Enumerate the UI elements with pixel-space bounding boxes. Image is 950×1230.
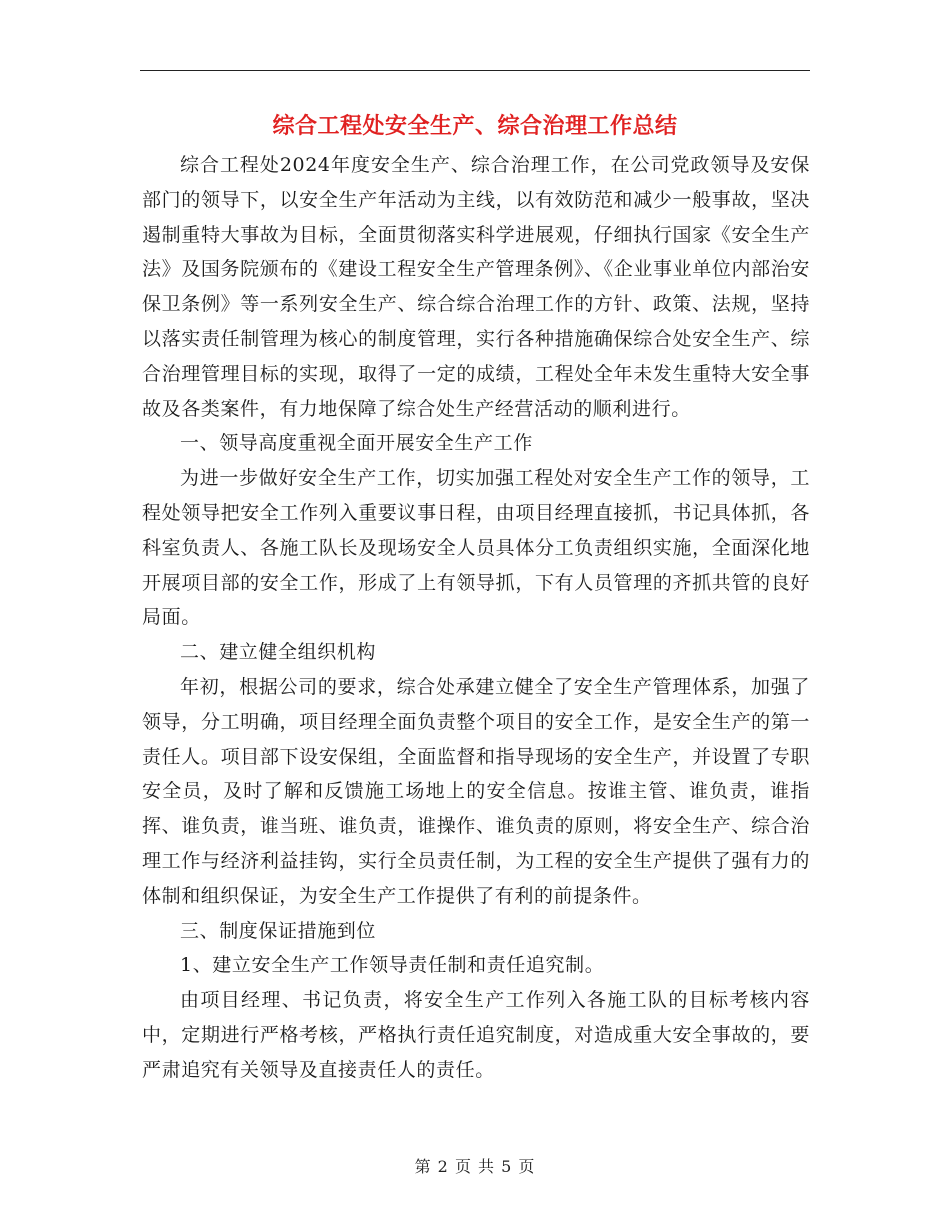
document-body (142, 148, 810, 1088)
section-heading-3: 三、制度保证措施到位 (180, 919, 377, 942)
page-footer (0, 1154, 950, 1177)
page-number-label: 第 2 页 共 5 页 (414, 1157, 536, 1176)
section-heading-2: 二、建立健全组织机构 (180, 641, 377, 664)
document-title: 综合工程处安全生产、综合治理工作总结 (272, 113, 678, 139)
section-1-paragraph: 为进一步做好安全生产工作，切实加强工程处对安全生产工作的领导，工程处领导把安全工作列入重要议事日程，由项目经理直接抓，书记具体抓，各科室负责人、各施工队长及现场安全人员具体分工负责组织实施，全面深化地开展项目部的安全工作，形成了上有领导抓，下有人员管理的齐抓共管的良好局面。 (142, 467, 810, 629)
header-rule (140, 70, 810, 71)
subsection-heading-3-1: 1、建立安全生产工作领导责任制和责任追究制。 (180, 954, 605, 977)
section-heading-1: 一、领导高度重视全面开展安全生产工作 (180, 432, 533, 455)
section-2-paragraph: 年初，根据公司的要求，综合处承建立健全了安全生产管理体系，加强了领导，分工明确，项目经理全面负责整个项目的安全工作，是安全生产的第一责任人。项目部下设安保组，全面监督和指导现场的安全生产，并设置了专职安全员，及时了解和反馈施工场地上的安全信息。按谁主管、谁负责，谁指挥、谁负责，谁当班、谁负责，谁操作、谁负责的原则，将安全生产、综合治理工作与经济利益挂钩，实行全员责任制，为工程的安全生产提供了强有力的体制和组织保证，为安全生产工作提供了有利的前提条件。 (142, 675, 810, 907)
subsection-3-1-paragraph: 由项目经理、书记负责，将安全生产工作列入各施工队的目标考核内容中，定期进行严格考核，严格执行责任追究制度，对造成重大安全事故的，要严肃追究有关领导及直接责任人的责任。 (142, 989, 810, 1081)
intro-paragraph: 综合工程处2024年度安全生产、综合治理工作，在公司党政领导及安保部门的领导下，以安全生产年活动为主线，以有效防范和减少一般事故，坚决遏制重特大事故为目标，全面贯彻落实科学进展观，仔细执行国家《安全生产法》及国务院颁布的《建设工程安全生产管理条例》、《企业事业单位内部治安保卫条例》等一系列安全生产、综合综合治理工作的方针、政策、法规，坚持以落实责任制管理为核心的制度管理，实行各种措施确保综合处安全生产、综合治理管理目标的实现，取得了一定的成绩，工程处全年未发生重特大安全事故及各类案件，有力地保障了综合处生产经营活动的顺利进行。 (142, 154, 810, 420)
